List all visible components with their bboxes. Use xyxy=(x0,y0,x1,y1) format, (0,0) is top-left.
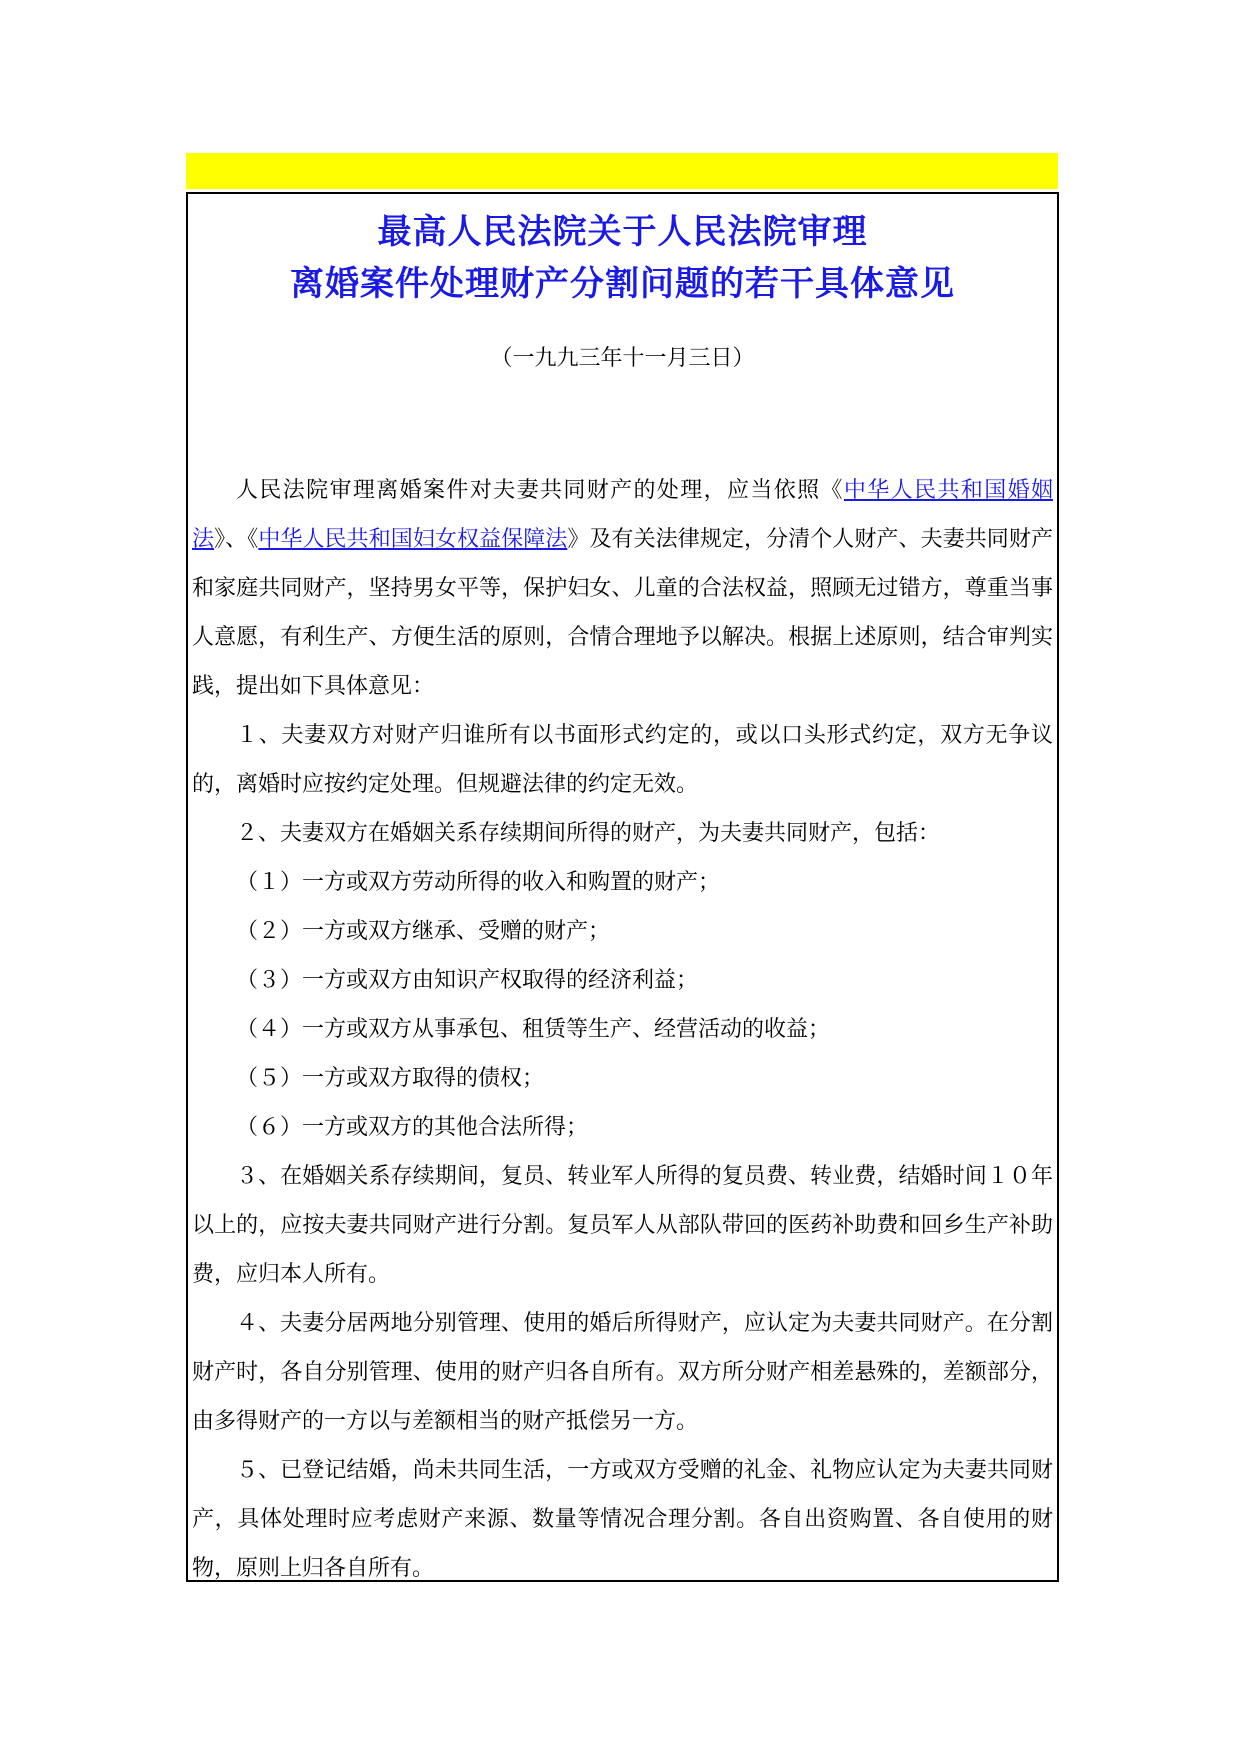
marriage-law-link[interactable]: 中华人民共和国婚姻法 xyxy=(192,478,1053,552)
article-2-item-5: （５）一方或双方取得的债权； xyxy=(236,1066,545,1091)
women-rights-law-link[interactable]: 中华人民共和国妇女权益保障法 xyxy=(258,527,568,552)
article-2: ２、夫妻双方在婚姻关系存续期间所得的财产，为夫妻共同财产，包括： xyxy=(236,821,941,846)
intro-text-between: 》、《 xyxy=(214,527,259,552)
article-2-item-6: （６）一方或双方的其他合法所得； xyxy=(236,1115,589,1140)
intro-text-after: 》及有关法律规定，分清个人财产、夫妻共同财产和家庭共同财产，坚持男女平等，保护妇女、儿童的合法权益，照顾无过错方，尊重当事人意愿，有利生产、方便生活的原则，合情合理地予以解决。根据上述原则，结合审判实践，提出如下具体意见： xyxy=(192,527,1053,699)
article-2-item-3: （３）一方或双方由知识产权取得的经济利益； xyxy=(236,968,699,993)
article-2-item-2: （２）一方或双方继承、受赠的财产； xyxy=(236,919,611,944)
intro-paragraph xyxy=(192,466,1053,711)
article-4: ４、夫妻分居两地分别管理、使用的婚后所得财产，应认定为夫妻共同财产。在分割财产时，各自分别管理、使用的财产归各自所有。双方所分财产相差悬殊的，差额部分，由多得财产的一方以与差额相当的财产抵偿另一方。 xyxy=(192,1311,1053,1434)
article-3: ３、在婚姻关系存续期间，复员、转业军人所得的复员费、转业费，结婚时间１０年以上的，应按夫妻共同财产进行分割。复员军人从部队带回的医药补助费和回乡生产补助费，应归本人所有。 xyxy=(192,1164,1053,1287)
article-1: １、夫妻双方对财产归谁所有以书面形式约定的，或以口头形式约定，双方无争议的，离婚时应按约定处理。但规避法律的约定无效。 xyxy=(192,723,1053,797)
document-title-line-1: 最高人民法院关于人民法院审理 xyxy=(377,212,868,252)
article-2-item-4: （４）一方或双方从事承包、租赁等生产、经营活动的收益； xyxy=(236,1017,831,1042)
article-5: ５、已登记结婚，尚未共同生活，一方或双方受赠的礼金、礼物应认定为夫妻共同财产，具体处理时应考虑财产来源、数量等情况合理分割。各自出资购置、各自使用的财物，原则上归各自所有。 xyxy=(192,1458,1053,1581)
document-date: （一九九三年十一月三日） xyxy=(490,346,755,371)
intro-text-before: 人民法院审理离婚案件对夫妻共同财产的处理，应当依照《 xyxy=(236,478,844,503)
document-title-line-2: 离婚案件处理财产分割问题的若干具体意见 xyxy=(290,264,955,304)
document-frame xyxy=(186,192,1059,1582)
article-2-item-1: （１）一方或双方劳动所得的收入和购置的财产； xyxy=(236,870,721,895)
yellow-banner xyxy=(186,153,1058,189)
document-body xyxy=(188,466,1053,1593)
